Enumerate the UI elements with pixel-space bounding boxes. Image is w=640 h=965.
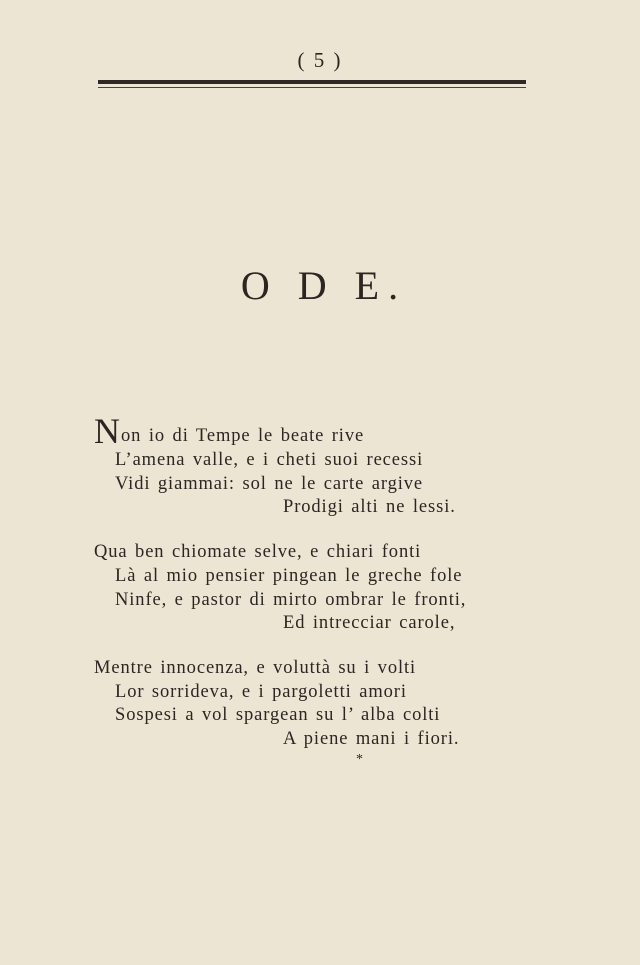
- ode-title: O D E.: [240, 263, 408, 308]
- verse-line: Lor sorrideva, e i pargoletti amori: [115, 682, 407, 702]
- verse-text: on io di Tempe le beate rive: [121, 426, 365, 446]
- verse-line: Vidi giammai: sol ne le carte argive: [115, 474, 424, 494]
- verse-line: A piene mani i fiori.: [283, 729, 460, 749]
- verse-line: Là al mio pensier pingean le greche fole: [115, 566, 463, 586]
- verse-line: Mentre innocenza, e voluttà su i volti: [94, 658, 417, 678]
- drop-cap: N: [94, 411, 120, 451]
- header-rule-thin: [98, 87, 526, 88]
- page-number: ( 5 ): [297, 48, 343, 72]
- verse-line: Ninfe, e pastor di mirto ombrar le fronti,: [115, 590, 467, 610]
- verse-line: Sospesi a vol spargean su l’ alba colti: [115, 705, 441, 725]
- verse-line: [94, 413, 364, 449]
- verse-line: Ed intrecciar carole,: [283, 613, 456, 633]
- verse-line: Qua ben chiomate selve, e chiari fonti: [94, 542, 422, 562]
- verse-line: Prodigi alti ne lessi.: [283, 497, 456, 517]
- header-rule-thick: [98, 80, 526, 84]
- verse-line: L’amena valle, e i cheti suoi recessi: [115, 450, 424, 470]
- signature-mark: *: [356, 752, 363, 767]
